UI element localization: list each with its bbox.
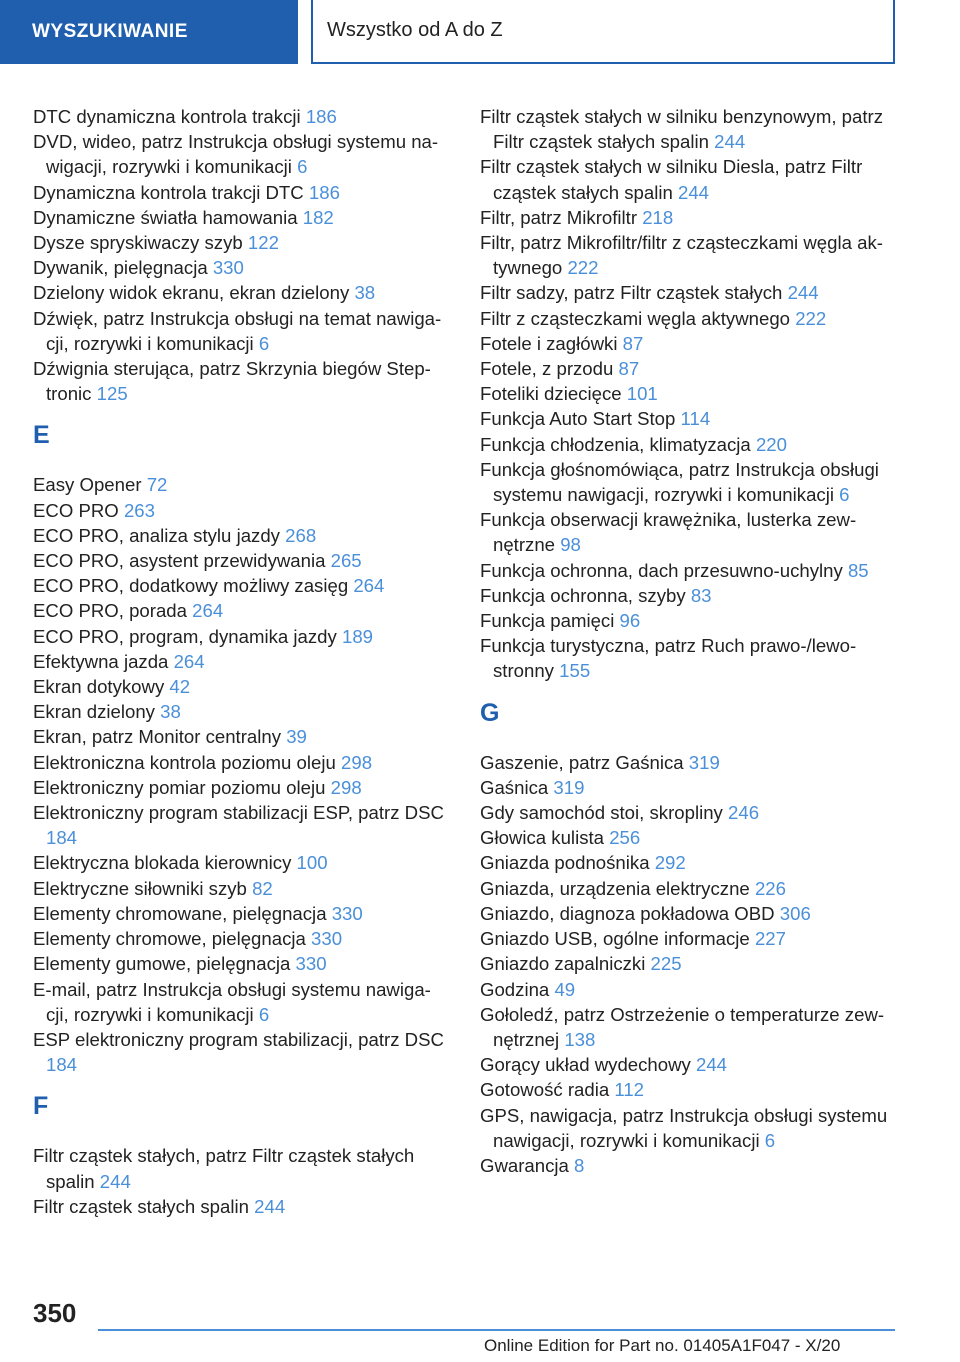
- page-link[interactable]: 227: [754, 928, 786, 950]
- index-entry: [480, 1002, 900, 1052]
- page-link[interactable]: 6: [258, 332, 270, 354]
- page-link[interactable]: 244: [254, 1195, 286, 1217]
- index-entry: [33, 926, 453, 951]
- page-link[interactable]: 155: [559, 660, 591, 682]
- index-entry: [33, 523, 453, 548]
- index-entry-text: Gniazdo zapalniczki: [480, 953, 646, 975]
- index-entry-text: Fotele i zagłówki: [480, 332, 618, 354]
- index-entry-text: Dywanik, pielęgnacja: [33, 257, 208, 279]
- index-entry: [33, 205, 453, 230]
- index-entry: [33, 472, 453, 497]
- page-link[interactable]: 83: [690, 584, 712, 606]
- index-entry: [480, 977, 900, 1002]
- index-entry-text: ECO PRO, porada: [33, 600, 187, 622]
- page-link[interactable]: 38: [160, 701, 181, 723]
- index-entry-text: Dynamiczna kontrola trakcji DTC: [33, 181, 304, 203]
- page-link[interactable]: 292: [654, 852, 686, 874]
- page-link[interactable]: 330: [295, 953, 327, 975]
- page-link[interactable]: 246: [728, 802, 760, 824]
- index-entry-text: ECO PRO, dodatkowy możliwy zasięg: [33, 575, 349, 597]
- page-link[interactable]: 244: [714, 131, 746, 153]
- index-entry-text: Gniazda podnośnika: [480, 852, 650, 874]
- page-link[interactable]: 6: [764, 1129, 776, 1151]
- page-link[interactable]: 87: [618, 358, 640, 380]
- index-entry: [480, 951, 900, 976]
- index-entry-text: GPS, nawigacja, patrz Instrukcja obsługi systemu nawigacji, rozrywki i komunikacji: [480, 1104, 888, 1151]
- index-entry-text: Gorący układ wydechowy: [480, 1054, 691, 1076]
- index-entry: [33, 876, 453, 901]
- index-entry: [33, 977, 453, 1027]
- index-entry-text: Godzina: [480, 978, 550, 1000]
- index-entry: [33, 573, 453, 598]
- page-title: Wszystko od A do Z: [311, 0, 895, 64]
- index-entry-text: Filtr cząstek stałych, patrz Filtr cząstek stałych spalin: [33, 1145, 415, 1192]
- index-entry-text: Funkcja głośnomówiąca, patrz Instrukcja obsługi systemu nawigacji, rozrywki i komunikacji: [480, 458, 879, 506]
- index-entry-text: Filtr cząstek stałych spalin: [33, 1195, 249, 1217]
- index-entry: [33, 306, 453, 356]
- index-entry: [480, 1103, 900, 1153]
- index-letter-heading: G: [480, 698, 500, 727]
- index-entry-text: Gwarancja: [480, 1154, 569, 1176]
- index-entry: [33, 699, 453, 724]
- index-entry-text: Funkcja Auto Start Stop: [480, 408, 676, 430]
- index-entry: [33, 598, 453, 623]
- index-entry: [33, 800, 453, 850]
- index-entry: [33, 775, 453, 800]
- page-link[interactable]: 222: [795, 307, 827, 329]
- page-link[interactable]: 264: [353, 575, 385, 597]
- page-link[interactable]: 6: [258, 1003, 270, 1025]
- index-entry: [480, 154, 900, 204]
- page-link[interactable]: 39: [286, 726, 307, 748]
- page-link[interactable]: 138: [564, 1028, 596, 1050]
- page-link[interactable]: 96: [619, 610, 641, 632]
- index-entry-text: Filtr, patrz Mikrofiltr: [480, 206, 638, 228]
- index-entry: [33, 1027, 453, 1077]
- index-entry-text: Filtr cząstek stałych w silniku Diesla, patrz Filtr cząstek stałych spalin: [480, 156, 863, 203]
- index-entry: [33, 356, 453, 406]
- index-entry: [480, 901, 900, 926]
- page-link[interactable]: 101: [626, 383, 658, 405]
- index-entry-text: Gdy samochód stoi, skropliny: [480, 802, 723, 824]
- index-entry-text: Funkcja chłodzenia, klimatyzacja: [480, 433, 751, 455]
- page-link[interactable]: 98: [560, 534, 581, 556]
- index-entry-text: ECO PRO, asystent przewidywania: [33, 550, 326, 572]
- index-entry-text: Gniazda, urządzenia elektryczne: [480, 877, 750, 899]
- index-entry: [480, 633, 900, 683]
- page-link[interactable]: 6: [839, 484, 850, 506]
- index-entry: [33, 230, 453, 255]
- page-link[interactable]: 225: [650, 953, 682, 975]
- page-link[interactable]: 6: [297, 156, 308, 178]
- index-entry: [33, 104, 453, 129]
- index-entry-text: Gaśnica: [480, 776, 549, 798]
- index-entry-text: Gniazdo USB, ogólne informacje: [480, 928, 750, 950]
- index-column-left: [33, 104, 453, 1219]
- index-entry-text: Gaszenie, patrz Gaśnica: [480, 751, 684, 773]
- index-entry-text: Dysze spryskiwaczy szyb: [33, 232, 243, 254]
- index-entry-text: ESP elektroniczny program stabilizacji, patrz DSC: [33, 1028, 444, 1050]
- index-entry: [33, 951, 453, 976]
- index-entry: [33, 498, 453, 523]
- page-link[interactable]: 8: [574, 1154, 585, 1176]
- index-entry-text: Dźwięk, patrz Instrukcja obsługi na temat nawiga-cji, rozrywki i komunikacji: [33, 307, 442, 354]
- page-link[interactable]: 82: [252, 877, 273, 899]
- index-entry: [480, 104, 900, 154]
- index-entry-text: Gołoledź, patrz Ostrzeżenie o temperaturze zew-nętrznej: [480, 1003, 885, 1050]
- footer-divider: [98, 1329, 895, 1331]
- index-entry: [480, 280, 900, 305]
- index-entry: [33, 901, 453, 926]
- page-link[interactable]: 85: [847, 559, 869, 581]
- index-entry-text: Funkcja ochronna, szyby: [480, 584, 686, 606]
- index-entry: [33, 674, 453, 699]
- page-link[interactable]: 184: [46, 1054, 78, 1076]
- page-link[interactable]: 256: [609, 827, 641, 849]
- index-entry: [480, 432, 900, 457]
- page-link[interactable]: 112: [614, 1079, 645, 1101]
- index-entry-text: Easy Opener: [33, 474, 142, 496]
- page-link[interactable]: 114: [680, 408, 711, 430]
- page-link[interactable]: 226: [754, 877, 786, 899]
- index-entry: [480, 381, 900, 406]
- page-link[interactable]: 264: [192, 600, 224, 622]
- page-link[interactable]: 87: [622, 332, 644, 354]
- page-link[interactable]: 268: [285, 524, 317, 546]
- index-entry-text: ECO PRO, program, dynamika jazdy: [33, 625, 337, 647]
- page-link[interactable]: 244: [678, 181, 710, 203]
- index-entry: [480, 1077, 900, 1102]
- index-entry: [33, 624, 453, 649]
- index-entry-text: Fotele, z przodu: [480, 358, 614, 380]
- page-number: 350: [33, 1298, 77, 1328]
- page-link[interactable]: 319: [688, 751, 720, 773]
- index-entry: [33, 129, 453, 179]
- index-entry: [480, 306, 900, 331]
- index-entry-text: E-mail, patrz Instrukcja obsługi systemu nawiga-cji, rozrywki i komunikacji: [33, 978, 431, 1025]
- index-entry: [33, 1143, 453, 1193]
- page-link[interactable]: 222: [567, 257, 599, 279]
- page-link[interactable]: 38: [354, 282, 376, 304]
- index-entry: [480, 558, 900, 583]
- page-link[interactable]: 49: [554, 978, 576, 1000]
- index-entry-text: ECO PRO: [33, 499, 119, 521]
- index-entry: [480, 583, 900, 608]
- index-entry-text: DTC dynamiczna kontrola trakcji: [33, 106, 301, 127]
- index-entry: [33, 724, 453, 749]
- index-entry-text: DVD, wideo, patrz Instrukcja obsługi systemu na-wigacji, rozrywki i komunikacji: [33, 131, 439, 178]
- index-entry-text: ECO PRO, analiza stylu jazdy: [33, 524, 280, 546]
- index-entry-text: Elektroniczny program stabilizacji ESP, patrz DSC: [33, 802, 444, 824]
- page-link[interactable]: 244: [787, 282, 819, 304]
- index-entry-text: Dzielony widok ekranu, ekran dzielony: [33, 282, 350, 304]
- index-entry: [33, 548, 453, 573]
- index-entry-text: Elementy chromowe, pielęgnacja: [33, 928, 306, 950]
- index-entry-text: Dynamiczne światła hamowania: [33, 206, 298, 228]
- index-entry: [480, 205, 900, 230]
- page-link[interactable]: 42: [169, 676, 191, 698]
- index-entry: [33, 280, 453, 305]
- index-entry-text: Gotowość radia: [480, 1079, 610, 1101]
- index-entry: [480, 825, 900, 850]
- page-link[interactable]: 218: [642, 206, 674, 228]
- page-link[interactable]: 72: [146, 474, 168, 496]
- page-link[interactable]: 186: [305, 106, 337, 127]
- page-link[interactable]: 264: [173, 650, 205, 672]
- page-link[interactable]: 100: [296, 852, 328, 874]
- index-column-right: [480, 104, 900, 1178]
- page-link[interactable]: 330: [331, 902, 363, 924]
- index-entry-text: Elementy chromowane, pielęgnacja: [33, 902, 327, 924]
- page-link[interactable]: 244: [696, 1054, 728, 1076]
- index-entry: [33, 649, 453, 674]
- page-link[interactable]: 122: [247, 232, 279, 254]
- page-link[interactable]: 184: [46, 827, 78, 849]
- index-entry: [480, 356, 900, 381]
- page-link[interactable]: 263: [123, 499, 155, 521]
- footer-edition-text: Online Edition for Part no. 01405A1F047 - X/20: [484, 1336, 841, 1355]
- index-entry-text: Filtr cząstek stałych w silniku benzynowym, patrz Filtr cząstek stałych spalin: [480, 106, 883, 153]
- index-entry: [480, 608, 900, 633]
- page-link[interactable]: 330: [212, 257, 244, 279]
- index-entry-text: Funkcja obserwacji krawężnika, lusterka zew-nętrzne: [480, 509, 857, 556]
- page-link[interactable]: 265: [330, 550, 362, 572]
- index-entry-text: Filtr z cząsteczkami węgla aktywnego: [480, 307, 791, 329]
- index-letter-heading: E: [33, 421, 50, 450]
- index-entry: [480, 406, 900, 431]
- index-entry-text: Głowica kulista: [480, 827, 605, 849]
- index-entry: [480, 850, 900, 875]
- index-entry: [480, 750, 900, 775]
- index-entry: [480, 457, 900, 507]
- index-entry: [480, 1052, 900, 1077]
- index-entry-text: Foteliki dziecięce: [480, 383, 622, 405]
- page-header: [0, 0, 960, 66]
- page-link[interactable]: 182: [302, 206, 334, 228]
- index-entry: [480, 876, 900, 901]
- index-letter-heading: F: [33, 1092, 49, 1121]
- index-entry: [480, 926, 900, 951]
- index-entry: [33, 1194, 453, 1219]
- index-entry: [33, 850, 453, 875]
- index-entry: [480, 331, 900, 356]
- index-entry: [480, 507, 900, 557]
- index-entry-text: Elektryczne siłowniki szyb: [33, 877, 247, 899]
- page-link[interactable]: 186: [308, 181, 340, 203]
- page-link[interactable]: 244: [99, 1170, 131, 1192]
- index-entry-text: Elektryczna blokada kierownicy: [33, 852, 292, 874]
- index-entry: [33, 750, 453, 775]
- index-entry: [480, 230, 900, 280]
- index-entry-text: Filtr, patrz Mikrofiltr/filtr z cząsteczkami węgla ak-tywnego: [480, 232, 883, 279]
- page-link[interactable]: 298: [341, 751, 373, 773]
- index-entry-text: Elektroniczna kontrola poziomu oleju: [33, 751, 336, 773]
- index-entry-text: Gniazdo, diagnoza pokładowa OBD: [480, 902, 775, 924]
- index-entry: [33, 255, 453, 280]
- index-entry: [480, 775, 900, 800]
- page-link[interactable]: 298: [330, 776, 362, 798]
- section-tab[interactable]: WYSZUKIWANIE: [0, 0, 298, 64]
- index-entry-text: Elementy gumowe, pielęgnacja: [33, 953, 291, 975]
- index-entry-text: Ekran dotykowy: [33, 676, 165, 698]
- page-link[interactable]: 189: [341, 625, 374, 647]
- page-link[interactable]: 220: [755, 433, 787, 455]
- page-link[interactable]: 306: [779, 902, 811, 924]
- index-entry: [480, 800, 900, 825]
- index-entry-text: Dźwignia sterująca, patrz Skrzynia biegów Step-tronic: [33, 358, 431, 405]
- index-entry-text: Elektroniczny pomiar poziomu oleju: [33, 776, 326, 798]
- page-link[interactable]: 319: [553, 776, 585, 798]
- index-entry-text: Efektywna jazda: [33, 650, 169, 672]
- index-entry-text: Funkcja ochronna, dach przesuwno-uchylny: [480, 559, 843, 581]
- index-entry-text: Ekran, patrz Monitor centralny: [33, 726, 282, 748]
- index-entry: [33, 180, 453, 205]
- index-entry-text: Funkcja turystyczna, patrz Ruch prawo-/lewo-stronny: [480, 635, 857, 682]
- index-entry-text: Filtr sadzy, patrz Filtr cząstek stałych: [480, 282, 783, 304]
- index-entry: [480, 1153, 900, 1178]
- index-entry-text: Funkcja pamięci: [480, 610, 615, 632]
- index-entry-text: Ekran dzielony: [33, 701, 155, 723]
- page-link[interactable]: 330: [311, 928, 343, 950]
- page-link[interactable]: 125: [96, 383, 128, 405]
